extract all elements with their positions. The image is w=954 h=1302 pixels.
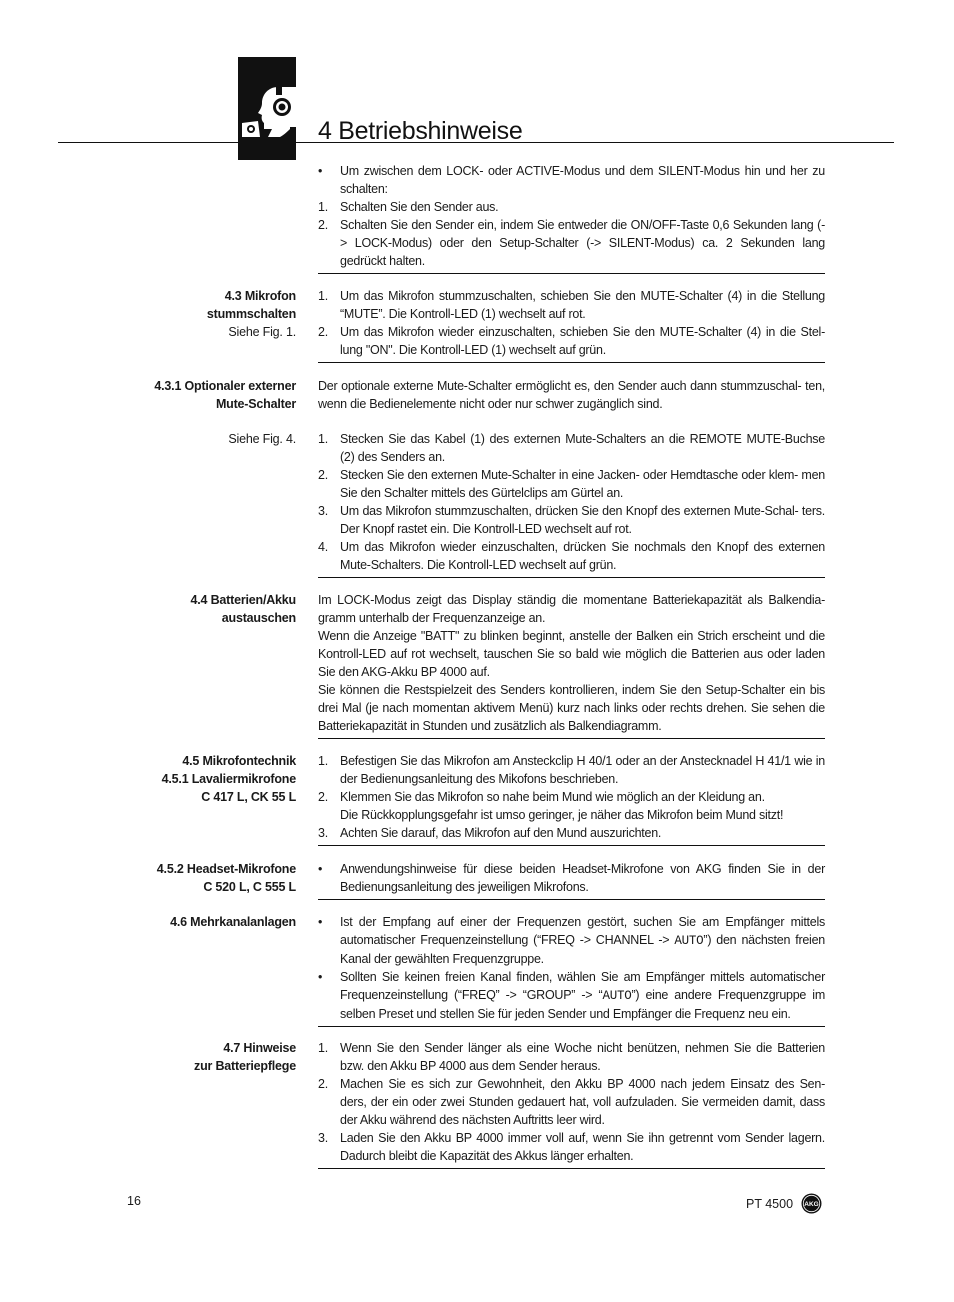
section-body bbox=[318, 913, 825, 1027]
list-item: 2. Stecken Sie den externen Mute-Schalter in eine Jacken- oder Hemdtasche oder klem- men Sie den Schalter mittels des Gürtelclips am Gürtel an. bbox=[318, 468, 825, 500]
list-item: 2. Machen Sie es sich zur Gewohnheit, den Akku BP 4000 nach jedem Einsatz des Sen- ders, der ein oder zwei Stunden gedauert hat, voll aufzuladen. Sie vermeiden damit, dass der Akku während des nächsten Auftritts leer wird. bbox=[318, 1077, 825, 1127]
section-body bbox=[318, 752, 825, 846]
list-item: 1. Stecken Sie das Kabel (1) des externen Mute-Schalters an die REMOTE MUTE-Buchse (2) des Senders an. bbox=[318, 432, 825, 464]
list-item: 4. Um das Mikrofon wieder einzuschalten, drücken Sie nochmals den Knopf des externen Mute-Schalters. Die Kontroll-LED wechselt auf grün. bbox=[318, 540, 825, 572]
intro-body bbox=[318, 162, 825, 274]
section-body: Im LOCK-Modus zeigt das Display ständig die momentane Batteriekapazität als Balkendia- gramm unterhalb der Frequenzanzeige an. Wenn die Anzeige "BATT" zu blinken beginnt, anstelle der Balken ein Strich erscheint und die Kontroll-LED auf rot wechselt, tauschen Sie so bald wie möglich die Batterien aus oder laden Sie den AKG-Akku BP 4000 auf. Sie können die Restspielzeit des Senders kontrollieren, indem Sie den Setup-Schalter ein bis drei Mal (je nach momentan aktivem Menü) kurz nach links oder rechts drehen. Sie sehen die Batteriekapazität in Stunden und zusätzlich als Balkendiagramm. bbox=[318, 591, 825, 739]
svg-text:AKG: AKG bbox=[804, 1201, 819, 1209]
section-body bbox=[318, 430, 825, 578]
list-item: 3. Laden Sie den Akku BP 4000 immer voll auf, wenn Sie ihn getrennt vom Sender lagern. Dadurch bleibt die Kapazität des Akkus länger erhalten. bbox=[318, 1131, 825, 1163]
section-heading: 4.6 Mehrkanalanlagen bbox=[170, 915, 296, 929]
section-body bbox=[318, 287, 825, 363]
akg-logo-icon bbox=[801, 1193, 822, 1214]
section-heading: 4.3 Mikrofon stummschalten Siehe Fig. 1. bbox=[206, 289, 296, 339]
list-item: • Anwendungshinweise für diese beiden Headset-Mikrofone von AKG finden Sie in der Bedienungsanleitung des jeweiligen Mikrofons. bbox=[318, 862, 825, 894]
section-heading: 4.3.1 Optionaler externer Mute-Schalter bbox=[154, 379, 296, 411]
list-item: • Sollten Sie keinen freien Kanal finden, wählen Sie am Empfänger mittels automatischer Frequenzeinstellung (“FREQ” -> “GROUP” -> “AUTO”) eine andere Frequenzgruppe im selben Preset und stellen Sie für jeden Sender und Empfänger die Frequenz neu ein. bbox=[318, 970, 825, 1021]
list-item: 1. Schalten Sie den Sender aus. bbox=[318, 200, 499, 214]
chapter-title: 4 Betriebshinweise bbox=[318, 117, 523, 145]
list-item: 2. Schalten Sie den Sender ein, indem Sie entweder die ON/OFF-Taste 0,6 Sekunden lang (-> LOCK-Modus) oder den Setup-Schalter (-> SILENT-Modus) ca. 2 Sekunden lang gedrückt halten. bbox=[318, 218, 825, 268]
section-body bbox=[318, 1039, 825, 1169]
list-item: 1. Befestigen Sie das Mikrofon am Ansteckclip H 40/1 oder an der Anstecknadel H 41/1 wie in der Bedienungsanleitung des Mikofons beschrieben. bbox=[318, 754, 825, 786]
list-item: • Um zwischen dem LOCK- oder ACTIVE-Modus und dem SILENT-Modus hin und her zu schalten: bbox=[318, 164, 825, 196]
list-item: 2. Klemmen Sie das Mikrofon so nahe beim Mund wie möglich an der Kleidung an. Die Rückkopplungsgefahr ist umso geringer, je näher das Mikrofon beim Mund sitzt! bbox=[318, 790, 784, 822]
section-body bbox=[318, 860, 825, 900]
list-item: 3. Um das Mikrofon stummzuschalten, drücken Sie den Knopf des externen Mute-Schal- ters. Der Knopf rastet ein. Die Kontroll-LED wechselt auf rot. bbox=[318, 504, 825, 536]
section-heading: 4.7 Hinweise zur Batteriepflege bbox=[194, 1041, 296, 1073]
list-item: 1. Um das Mikrofon stummzuschalten, schieben Sie den MUTE-Schalter (4) in die Stellung “MUTE”. Die Kontroll-LED (1) wechselt auf rot. bbox=[318, 289, 825, 321]
list-item: 3. Achten Sie darauf, das Mikrofon auf den Mund auszurichten. bbox=[318, 826, 662, 840]
list-item: • Ist der Empfang auf einer der Frequenzen gestört, suchen Sie am Empfänger mittels automatischer Frequenzeinstellung (“FREQ -> CHANNEL -> AUTO”) den nächsten freien Kanal der gewählten Frequenzgruppe. bbox=[318, 915, 825, 966]
list-item: 1. Wenn Sie den Sender länger als eine Woche nicht benützen, nehmen Sie die Batterien bzw. den Akku BP 4000 aus dem Sender heraus. bbox=[318, 1041, 825, 1073]
chapter-headphone-icon bbox=[238, 57, 296, 160]
section-heading: 4.5 Mikrofontechnik 4.5.1 Lavaliermikrofone C 417 L, CK 55 L bbox=[161, 754, 296, 804]
figure-reference: Siehe Fig. 4. bbox=[228, 432, 296, 446]
page-number: 16 bbox=[127, 1194, 141, 1208]
section-heading: 4.4 Batterien/Akku austauschen bbox=[190, 593, 296, 625]
section-intro-text: Der optionale externe Mute-Schalter ermöglicht es, den Sender auch dann stummzuschal- ten, wenn die Bedienelemente nicht oder nur schwer zugänglich sind. bbox=[318, 379, 825, 411]
list-item: 2. Um das Mikrofon wieder einzuschalten, schieben Sie den MUTE-Schalter (4) in die Stel- lung "ON". Die Kontroll-LED (1) wechselt auf grün. bbox=[318, 325, 825, 357]
model-name: PT 4500 bbox=[746, 1197, 794, 1211]
section-heading: 4.5.2 Headset-Mikrofone C 520 L, C 555 L bbox=[156, 862, 296, 894]
